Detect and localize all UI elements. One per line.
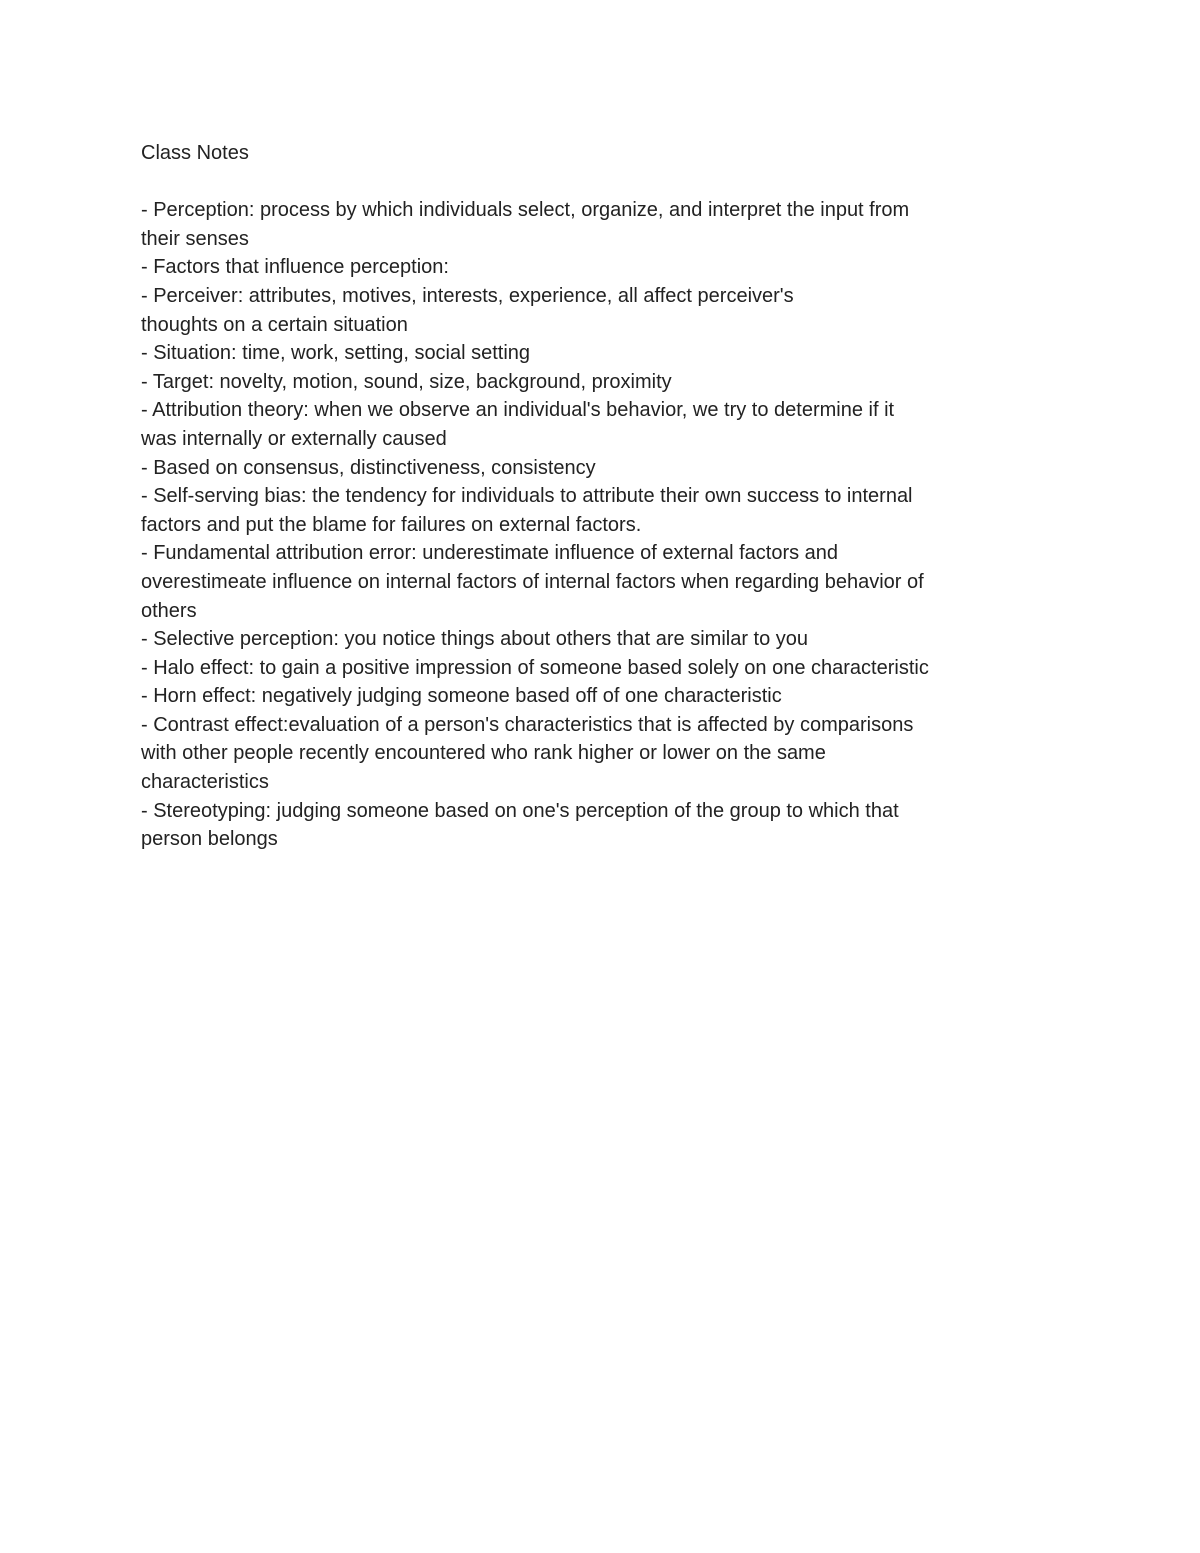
note-line: - Target: novelty, motion, sound, size, background, proximity xyxy=(141,370,672,393)
document-title: Class Notes xyxy=(141,142,249,164)
note-item xyxy=(141,282,1041,339)
notes-list xyxy=(141,196,1041,854)
note-line: - Fundamental attribution error: underestimate influence of external factors and xyxy=(141,542,839,565)
note-item xyxy=(141,253,1041,282)
note-line: factors and put the blame for failures on external factors. xyxy=(141,513,642,536)
note-line: - Factors that influence perception: xyxy=(141,256,449,279)
note-line: with other people recently encountered who rank higher or lower on the same xyxy=(141,742,826,765)
note-line: - Situation: time, work, setting, social setting xyxy=(141,342,531,365)
note-line: - Halo effect: to gain a positive impression of someone based solely on one characteristic xyxy=(141,656,929,679)
note-item xyxy=(141,368,1041,397)
note-line: - Perception: process by which individuals select, organize, and interpret the input from xyxy=(141,199,910,222)
note-line: others xyxy=(141,599,197,622)
note-item xyxy=(141,482,1041,539)
note-line: person belongs xyxy=(141,828,278,851)
note-line: - Self-serving bias: the tendency for individuals to attribute their own success to internal xyxy=(141,485,913,508)
note-item xyxy=(141,196,1041,253)
note-item xyxy=(141,654,1041,683)
note-item xyxy=(141,797,1041,854)
note-line: - Stereotyping: judging someone based on one's perception of the group to which that xyxy=(141,799,899,822)
note-item xyxy=(141,396,1041,453)
note-line: - Attribution theory: when we observe an individual's behavior, we try to determine if it xyxy=(141,399,895,422)
note-line: their senses xyxy=(141,227,249,250)
note-item xyxy=(141,539,1041,625)
note-line: overestimeate influence on internal factors of internal factors when regarding behavior of xyxy=(141,570,924,593)
blank-line xyxy=(141,168,1041,197)
note-line: characteristics xyxy=(141,771,269,794)
note-line: - Contrast effect:evaluation of a person's characteristics that is affected by comparisons xyxy=(141,713,914,736)
note-item xyxy=(141,625,1041,654)
note-item xyxy=(141,711,1041,797)
note-line: - Based on consensus, distinctiveness, consistency xyxy=(141,456,596,479)
note-line: - Horn effect: negatively judging someone based off of one characteristic xyxy=(141,685,782,708)
note-line: - Perceiver: attributes, motives, interests, experience, all affect perceiver's xyxy=(141,284,794,307)
note-line: thoughts on a certain situation xyxy=(141,313,408,336)
note-line: - Selective perception: you notice things about others that are similar to you xyxy=(141,628,809,651)
note-item xyxy=(141,339,1041,368)
note-line: was internally or externally caused xyxy=(141,427,447,450)
document-content xyxy=(141,139,1041,854)
note-item xyxy=(141,682,1041,711)
note-item xyxy=(141,454,1041,483)
